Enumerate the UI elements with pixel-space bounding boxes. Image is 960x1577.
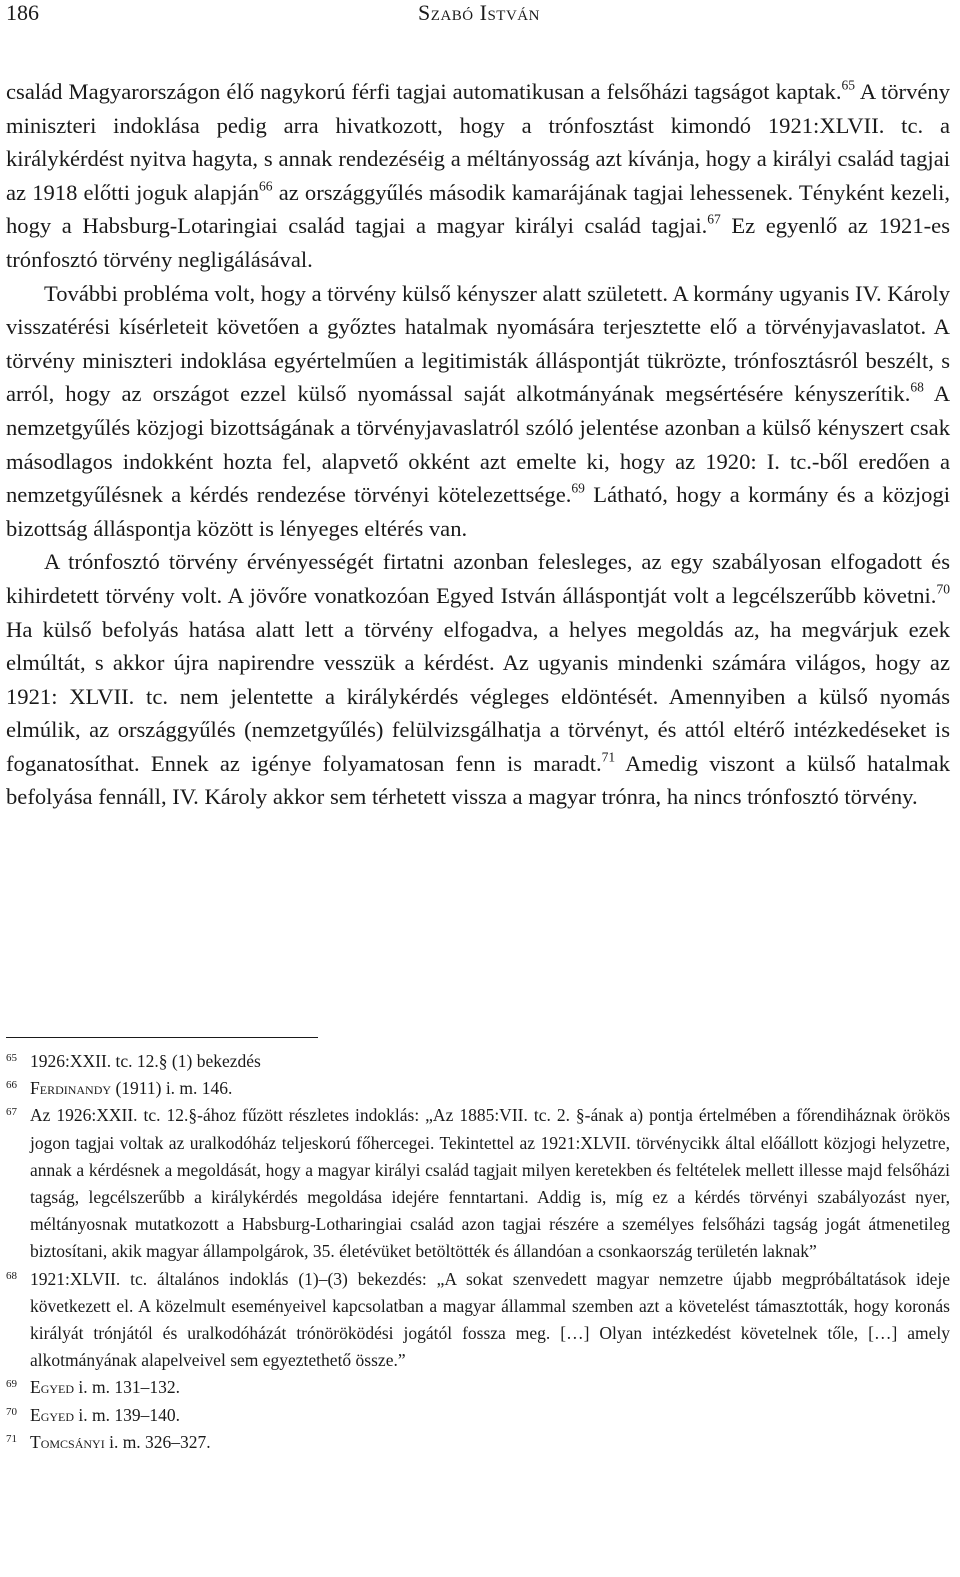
- footnote-text: Az 1926:XXII. tc. 12.§-ához fűzött részletes indoklás: „Az 1885:VII. tc. 2. §-ának a) pontja értelmében a főrendiháznak örökös jogon tagjai voltak az uralkodóház teljeskorú főhercegei. Tekintettel az 1921:XLVII. törvénycikk által előállott közjogi helyzetre, annak a kérdésnek a megoldását, hogy a magyar királyi család tagjait milyen keretekben és feltételek mellett illesse majd felsőházi tagság, legcélszerűbb a királykérdés megoldása idejére fenntartani. Addig is, míg ez a kérdés törvényi szabályozást nyer, méltányosnak mutatkozott a Habsburg-Lotharingiai család azon tagjai részére a személyes felsőházi tagság jogát átmenetileg biztosítani, akik magyar állampolgárok, 35. életévüket betöltötték és állandóan a csonkaország területén laknak”: [30, 1105, 950, 1262]
- paragraph-2: [6, 277, 950, 546]
- text-run: A trónfosztó törvény érvényességét firtatni azonban felesleges, az egy szabályosan elfogadott és kihirdetett törvény volt. A jövőre vonatkozóan Egyed István álláspontját volt a legcélszerűbb követni.: [6, 549, 950, 608]
- text-run: Ez egyenlő az 1921-es trónfosztó törvény negligálásával.: [6, 213, 950, 272]
- paragraph-1: [6, 75, 950, 277]
- footnote-ref-69[interactable]: 69: [571, 480, 585, 496]
- text-run: Látható, hogy a kormány és a közjogi bizottság álláspontja között is lényeges eltérés van.: [6, 482, 950, 541]
- footnote-text: 1926:XXII. tc. 12.§ (1) bekezdés: [30, 1051, 261, 1071]
- page-header: [6, 0, 952, 28]
- footnote-66: [6, 1075, 950, 1102]
- footnote-ref-66[interactable]: 66: [259, 178, 273, 194]
- footnote-68: [6, 1266, 950, 1375]
- text-run: A törvény miniszteri indoklása pedig arra hivatkozott, hogy a trónfosztást kimondó 1921:XLVII. tc. a királykérdést nyitva hagyta, s annak rendezéséig a méltányosság azt kívánja, hogy a királyi család tagjai az 1918 előtti joguk alapján: [6, 79, 950, 205]
- footnote-text: 1921:XLVII. tc. általános indoklás (1)–(3) bekezdés: „A sokat szenvedett magyar nemzetre újabb megpróbáltatások ideje következett el. A közelmult eseményeivel kapcsolatban a magyar állammal szemben azt a követelést támasztották, hogy koronás királyát trónjától és uralkodóházát trónöröködési jogától fossza meg. […] Olyan intézkedést követelnek tőle, […] amely alkotmányának alapelveivel sem egyeztethető össze.”: [30, 1268, 950, 1371]
- text-run: További probléma volt, hogy a törvény külső kényszer alatt született. A kormány ugyanis IV. Károly visszatérési kísérleteit követően a győztes hatalmak nyomására terjesztette elő a törvényjavaslatot. A törvény miniszteri indoklása egyértelműen a legitimisták álláspontját tükrözte, trónfosztásról beszélt, s arról, hogy az országot ezzel külső nyomással saját alkotmányának megsértésére kényszerítik.: [6, 280, 950, 407]
- paragraph-3: [6, 545, 950, 814]
- footnote-67: [6, 1102, 950, 1265]
- text-run: család Magyarországon élő nagykorú férfi tagjai automatikusan a felsőházi tagságot kaptak.: [6, 79, 842, 104]
- footnote-text: i. m. 326–327.: [104, 1431, 211, 1452]
- footnote-number: 67: [6, 1106, 17, 1119]
- footnote-69: [6, 1374, 950, 1401]
- text-run: Ha külső befolyás hatása alatt lett a törvény elfogadva, a helyes megoldás az, ha megvárjuk ezek elmúltát, s akkor újra napirendre vesszük a kérdést. Az ugyanis mindenki számára világos, hogy az 1921: XLVII. tc. nem jelentette a királykérdés végleges eldöntését. Amennyiben a külső nyomás elmúlik, az országgyűlés (nemzetgyűlés) felülvizsgálhatja a törvényt, és attól eltérő intézkedéseket is foganatosíthat. Ennek az igénye folyamatosan fenn is maradt.: [6, 616, 950, 776]
- footnote-divider: [6, 1037, 318, 1038]
- text-run: az országgyűlés második kamarájának tagjai lehessenek. Tényként kezeli, hogy a Habsburg-Lotaringiai család tagjai a magyar királyi család tagjai.: [6, 179, 950, 239]
- footnote-author: Ferdinandy: [30, 1078, 112, 1099]
- running-head: Szabó István: [418, 0, 540, 25]
- footnote-number: 66: [6, 1079, 17, 1092]
- footnotes: [6, 1048, 950, 1456]
- footnote-text: i. m. 139–140.: [74, 1404, 181, 1425]
- footnote-author: Tomcsányi: [30, 1431, 105, 1452]
- footnote-71: [6, 1429, 950, 1456]
- text-run: A nemzetgyűlés közjogi bizottságának a törvényjavaslatról szóló jelentése azonban a külső kényszert csak másodlagos indokként hozta fel, alapvető okként azt emelte ki, hogy az 1920: I. tc.-ből eredően a nemzetgyűlésnek a kérdés rendezése törvényi kötelezettsége.: [6, 381, 951, 508]
- footnote-ref-70[interactable]: 70: [936, 581, 950, 597]
- footnote-ref-65[interactable]: 65: [841, 77, 856, 93]
- footnote-ref-71[interactable]: 71: [601, 749, 616, 765]
- footnote-70: [6, 1402, 950, 1429]
- footnote-number: 70: [6, 1405, 17, 1418]
- footnote-ref-67[interactable]: 67: [707, 211, 721, 227]
- footnote-number: 68: [6, 1269, 17, 1282]
- text-run: Amedig viszont a külső hatalmak befolyása fennáll, IV. Károly akkor sem térhetett vissza a magyar trónra, ha nincs trónfosztó törvény.: [6, 750, 950, 810]
- footnote-number: 65: [6, 1052, 17, 1064]
- footnote-author: Egyed: [30, 1377, 75, 1398]
- page-number: 186: [6, 0, 39, 25]
- footnote-number: 71: [6, 1432, 17, 1445]
- main-text: [6, 75, 950, 814]
- footnote-text: i. m. 131–132.: [74, 1377, 181, 1398]
- footnote-65: [6, 1048, 950, 1075]
- footnote-text: (1911) i. m. 146.: [111, 1078, 233, 1099]
- footnote-author: Egyed: [30, 1404, 75, 1425]
- footnote-number: 69: [6, 1378, 17, 1391]
- footnote-ref-68[interactable]: 68: [910, 379, 924, 395]
